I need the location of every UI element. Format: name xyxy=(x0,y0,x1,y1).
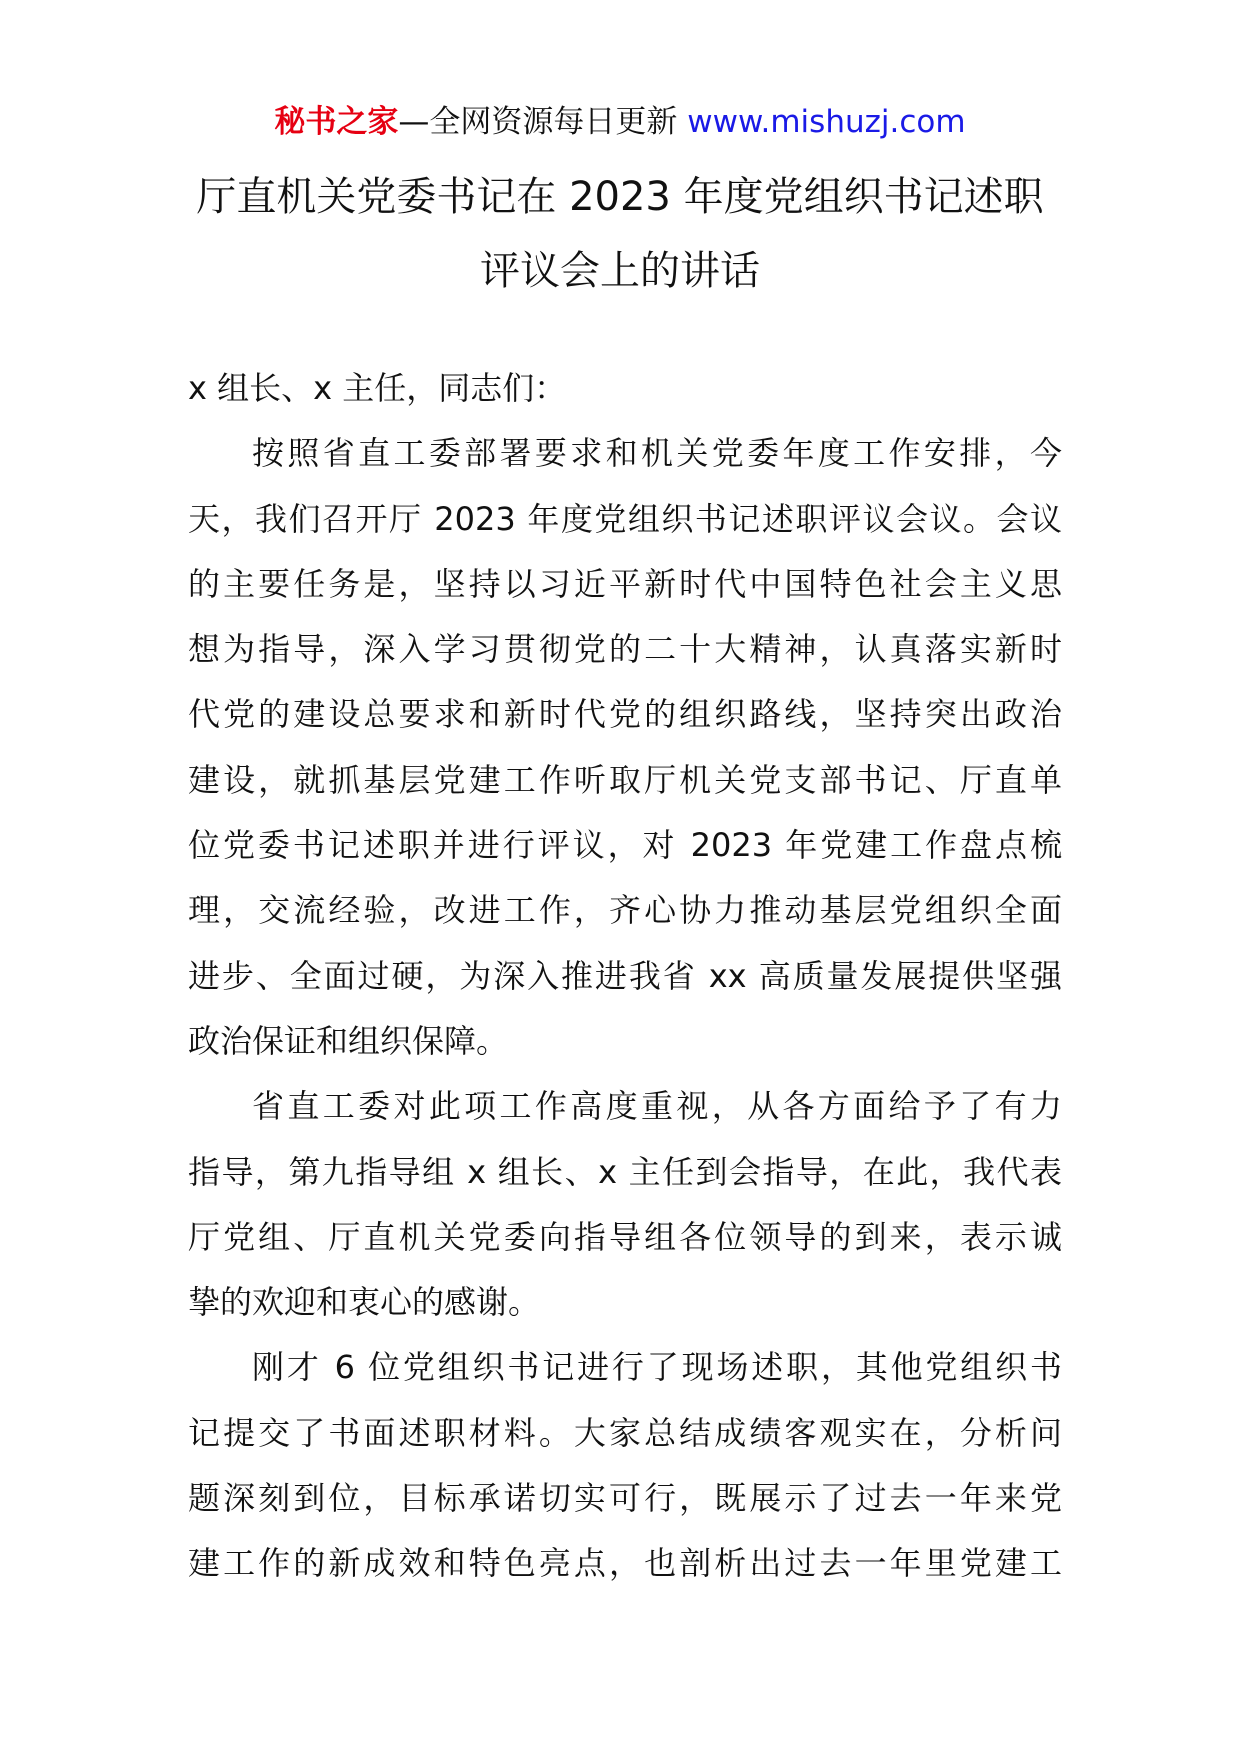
paragraph-1 xyxy=(188,421,1062,1074)
paragraph-line: 题深刻到位，目标承诺切实可行，既展示了过去一年来党 xyxy=(188,1479,1062,1518)
site-header xyxy=(0,100,1240,144)
site-url-link[interactable]: www.mishuzj.com xyxy=(687,104,966,140)
paragraph-line: 指导，第九指导组 x 组长、x 主任到会指导，在此，我代表 xyxy=(188,1152,1062,1191)
paragraph-line: 刚才 6 位党组织书记进行了现场述职，其他党组织书 xyxy=(252,1348,1062,1387)
title-line-2: 评议会上的讲话 xyxy=(480,248,760,294)
document-title xyxy=(150,160,1090,308)
paragraph-line: 想为指导，深入学习贯彻党的二十大精神，认真落实新时 xyxy=(188,630,1062,669)
paragraph-line: 建设，就抓基层党建工作听取厅机关党支部书记、厅直单 xyxy=(188,760,1062,799)
header-slogan: —全网资源每日更新 xyxy=(398,104,688,140)
paragraph-line: 位党委书记述职并进行评议，对 2023 年党建工作盘点梳 xyxy=(188,826,1062,865)
paragraph-line: 天，我们召开厅 2023 年度党组织书记述职评议会议。会议 xyxy=(188,499,1062,538)
brand-name: 秘书之家 xyxy=(274,104,399,140)
paragraph-line: 代党的建设总要求和新时代党的组织路线，坚持突出政治 xyxy=(188,695,1062,734)
paragraph-3 xyxy=(188,1335,1062,1596)
salutation xyxy=(188,356,1062,421)
paragraph-line: 记提交了书面述职材料。大家总结成绩客观实在，分析问 xyxy=(188,1413,1062,1452)
document-body xyxy=(188,356,1062,1597)
paragraph-line: 理，交流经验，改进工作，齐心协力推动基层党组织全面 xyxy=(188,891,1062,930)
paragraph-line: 厅党组、厅直机关党委向指导组各位领导的到来，表示诚 xyxy=(188,1217,1062,1256)
paragraph-line: 建工作的新成效和特色亮点，也剖析出过去一年里党建工 xyxy=(188,1544,1062,1583)
salutation-text: x 组长、x 主任，同志们： xyxy=(188,369,567,407)
paragraph-line: 的主要任务是，坚持以习近平新时代中国特色社会主义思 xyxy=(188,564,1062,603)
paragraph-line: 挚的欢迎和衷心的感谢。 xyxy=(188,1283,541,1322)
paragraph-2 xyxy=(188,1074,1062,1335)
paragraph-line: 省直工委对此项工作高度重视，从各方面给予了有力 xyxy=(252,1087,1062,1126)
paragraph-line: 进步、全面过硬，为深入推进我省 xx 高质量发展提供坚强 xyxy=(188,956,1062,995)
paragraph-line: 政治保证和组织保障。 xyxy=(188,1021,509,1060)
paragraph-line: 按照省直工委部署要求和机关党委年度工作安排，今 xyxy=(252,434,1062,473)
title-line-1: 厅直机关党委书记在 2023 年度党组织书记述职 xyxy=(196,174,1044,220)
